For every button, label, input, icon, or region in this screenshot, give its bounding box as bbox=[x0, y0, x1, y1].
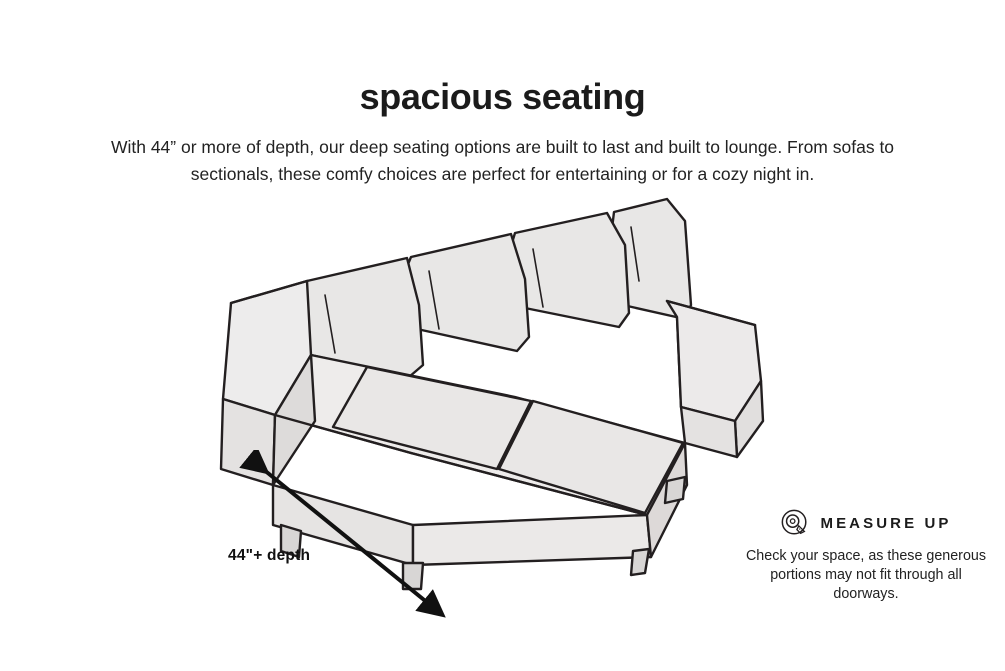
depth-arrow-icon bbox=[238, 450, 458, 630]
page-title: spacious seating bbox=[359, 76, 646, 118]
description-text: With 44” or more of depth, our deep seating options are built to last and built to lounge. From sofas to sectionals, these comfy choices are perfect for entertaining or for a cozy night in. bbox=[110, 136, 895, 184]
measure-up-heading bbox=[742, 508, 990, 538]
tape-measure-icon bbox=[780, 508, 810, 538]
depth-label: 44"+ depth bbox=[228, 547, 311, 564]
measure-up-title: MEASURE UP bbox=[820, 514, 952, 532]
measure-up-note: Check your space, as these generous portions may not fit through all doorways. bbox=[745, 548, 986, 602]
measure-up-block bbox=[742, 508, 990, 604]
